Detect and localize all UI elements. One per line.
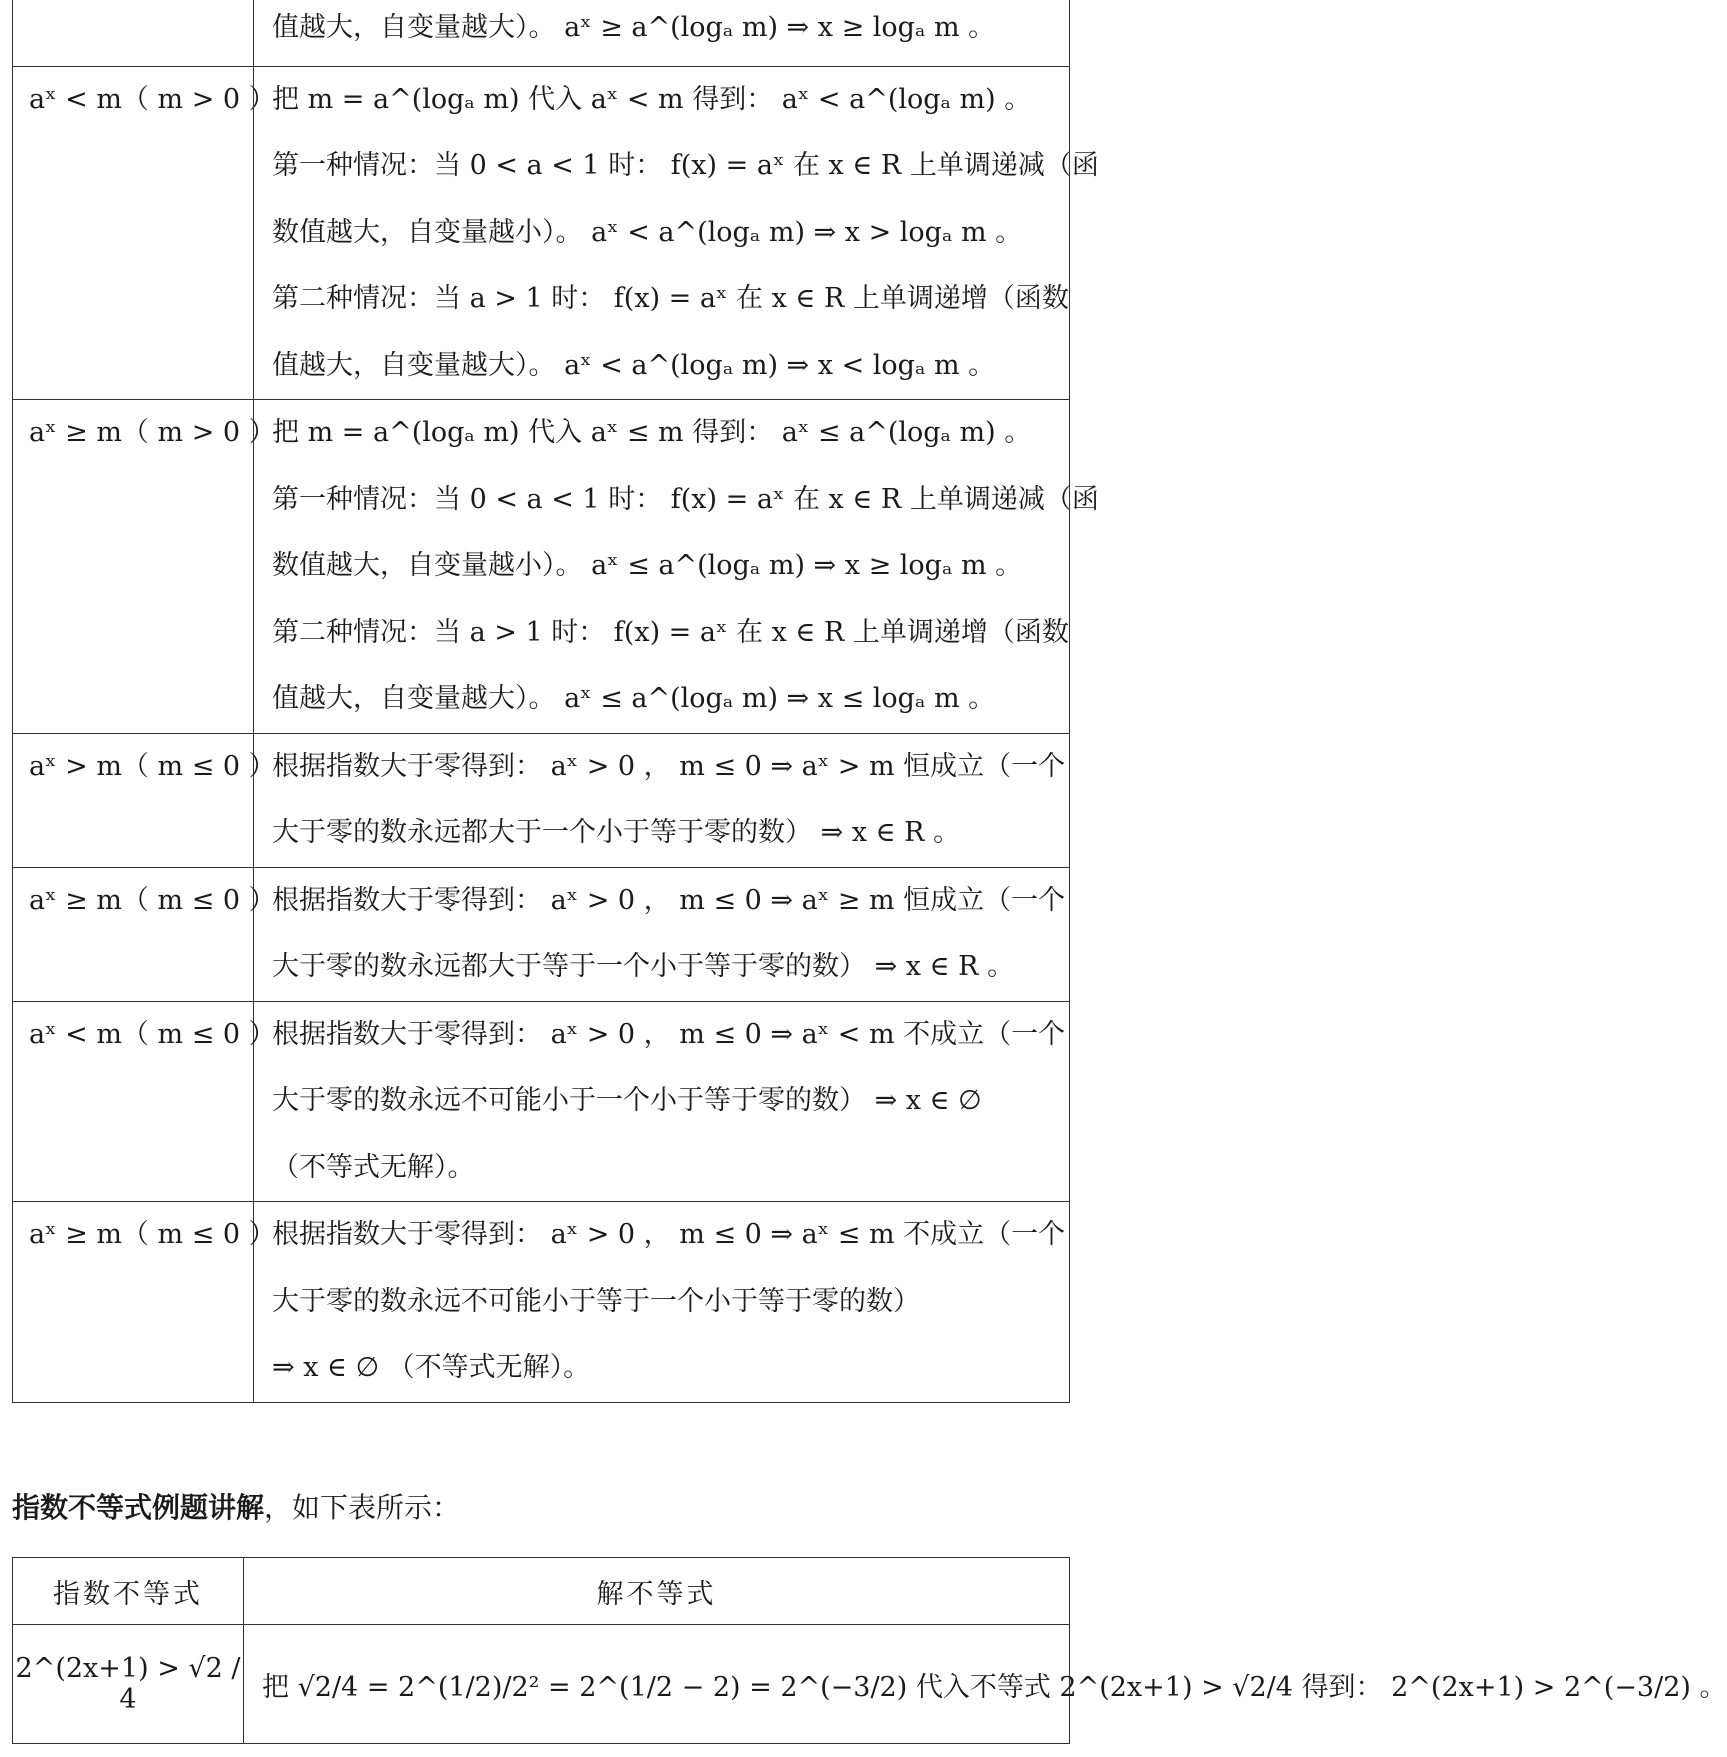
rule-condition — [13, 1001, 276, 1202]
rule-explanation — [254, 867, 1070, 1001]
rule-explanation-line: 数值越大，自变量越小）。 aˣ ≤ a^(logₐ m) ⇒ x ≥ logₐ m 。 — [272, 550, 1023, 581]
section-heading-rest: ，如下表所示： — [264, 1491, 461, 1524]
example-solution: 把 √2/4 = 2^(1/2)/2² = 2^(1/2 − 2) = 2^(−3/2) 代入不等式 2^(2x+1) > √2/4 得到： 2^(2x+1) > 2^(−3/2) 。 — [244, 1625, 1070, 1744]
rule-explanation-line: 根据指数大于零得到： aˣ > 0 ， m ≤ 0 ⇒ aˣ ≤ m 不成立（一个 — [272, 1219, 1066, 1250]
section-heading — [12, 1486, 460, 1526]
exponential-inequality-rules-table — [12, 0, 1099, 1403]
rule-explanation-line: 值越大，自变量越大）。 aˣ ≤ a^(logₐ m) ⇒ x ≤ logₐ m 。 — [272, 683, 996, 714]
rule-explanation-line: 值越大，自变量越大）。 aˣ < a^(logₐ m) ⇒ x < logₐ m 。 — [272, 349, 996, 381]
rule-condition — [13, 1202, 276, 1403]
rule-condition — [13, 66, 276, 400]
rule-explanation-line: 大于零的数永远不可能小于一个小于等于零的数） ⇒ x ∈ ∅ — [272, 1085, 982, 1116]
examples-table — [12, 1557, 1727, 1744]
rule-condition-text: aˣ ≥ m（ m ≤ 0 ） — [29, 1219, 276, 1250]
header-inequality: 指数不等式 — [13, 1558, 244, 1625]
rule-explanation-line: 大于零的数永远不可能小于等于一个小于等于零的数） — [272, 1285, 920, 1317]
rule-explanation — [254, 66, 1099, 400]
rule-condition-text: aˣ < m（ m > 0 ） — [29, 83, 276, 115]
example-inequality: 2^(2x+1) > √2 / 4 — [13, 1625, 244, 1744]
rule-row — [13, 400, 1070, 734]
header-solution: 解不等式 — [244, 1558, 1070, 1625]
rule-condition — [13, 867, 276, 1001]
rule-condition-text: aˣ > m（ m ≤ 0 ） — [29, 750, 276, 782]
rule-condition-text: aˣ ≥ m（ m > 0 ） — [29, 417, 276, 448]
rule-explanation — [254, 1001, 1070, 1202]
rule-explanation-line: 把 m = a^(logₐ m) 代入 aˣ < m 得到： aˣ < a^(logₐ m) 。 — [272, 83, 1032, 115]
rule-explanation-line: 根据指数大于零得到： aˣ > 0 ， m ≤ 0 ⇒ aˣ > m 恒成立（一个 — [272, 750, 1066, 782]
rule-row — [13, 0, 1070, 66]
rule-condition-text: aˣ ≥ m（ m ≤ 0 ） — [29, 884, 276, 916]
rule-explanation-line: 第一种情况：当 0 < a < 1 时： f(x) = aˣ 在 x ∈ R 上单调递减（函 — [272, 150, 1099, 181]
rule-row — [13, 733, 1070, 867]
rule-explanation-line: 把 m = a^(logₐ m) 代入 aˣ ≤ m 得到： aˣ ≤ a^(logₐ m) 。 — [272, 417, 1032, 448]
rule-explanation-line: 数值越大，自变量越小）。 aˣ < a^(logₐ m) ⇒ x > logₐ m 。 — [272, 216, 1023, 248]
rule-explanation — [254, 0, 1070, 66]
rule-row — [13, 867, 1070, 1001]
rule-condition-text — [29, 0, 253, 66]
rule-explanation-line: （不等式无解）。 — [272, 1151, 475, 1183]
rule-condition-text: aˣ < m（ m ≤ 0 ） — [29, 1018, 276, 1050]
rule-explanation-line: ⇒ x ∈ ∅ （不等式无解）。 — [272, 1352, 591, 1383]
rule-explanation — [254, 1202, 1070, 1403]
rule-explanation — [254, 400, 1099, 734]
section-heading-bold: 指数不等式例题讲解 — [12, 1491, 265, 1524]
examples-header-row — [13, 1558, 1070, 1625]
rule-explanation-line: 第一种情况：当 0 < a < 1 时： f(x) = aˣ 在 x ∈ R 上单调递减（函 — [272, 483, 1099, 515]
rule-row — [13, 1001, 1070, 1202]
rule-condition — [13, 733, 276, 867]
rule-condition — [13, 0, 254, 66]
rule-explanation-line: 值越大，自变量越大）。 aˣ ≥ a^(logₐ m) ⇒ x ≥ logₐ m 。 — [272, 12, 996, 43]
rule-explanation-line: 根据指数大于零得到： aˣ > 0 ， m ≤ 0 ⇒ aˣ < m 不成立（一个 — [272, 1018, 1066, 1050]
example-row — [13, 1625, 1070, 1744]
rule-row — [13, 1202, 1070, 1403]
rule-explanation-line: 根据指数大于零得到： aˣ > 0 ， m ≤ 0 ⇒ aˣ ≥ m 恒成立（一个 — [272, 884, 1066, 916]
rule-explanation-line: 第二种情况：当 a > 1 时： f(x) = aˣ 在 x ∈ R 上单调递增（函数 — [272, 616, 1069, 648]
rule-explanation-line: 大于零的数永远都大于一个小于等于零的数） ⇒ x ∈ R 。 — [272, 817, 961, 848]
rule-explanation-line: 大于零的数永远都大于等于一个小于等于零的数） ⇒ x ∈ R 。 — [272, 951, 1015, 982]
rule-condition — [13, 400, 276, 734]
rule-explanation-line: 第二种情况：当 a > 1 时： f(x) = aˣ 在 x ∈ R 上单调递增（函数 — [272, 283, 1069, 314]
rule-row — [13, 66, 1070, 400]
rule-explanation — [254, 733, 1070, 867]
